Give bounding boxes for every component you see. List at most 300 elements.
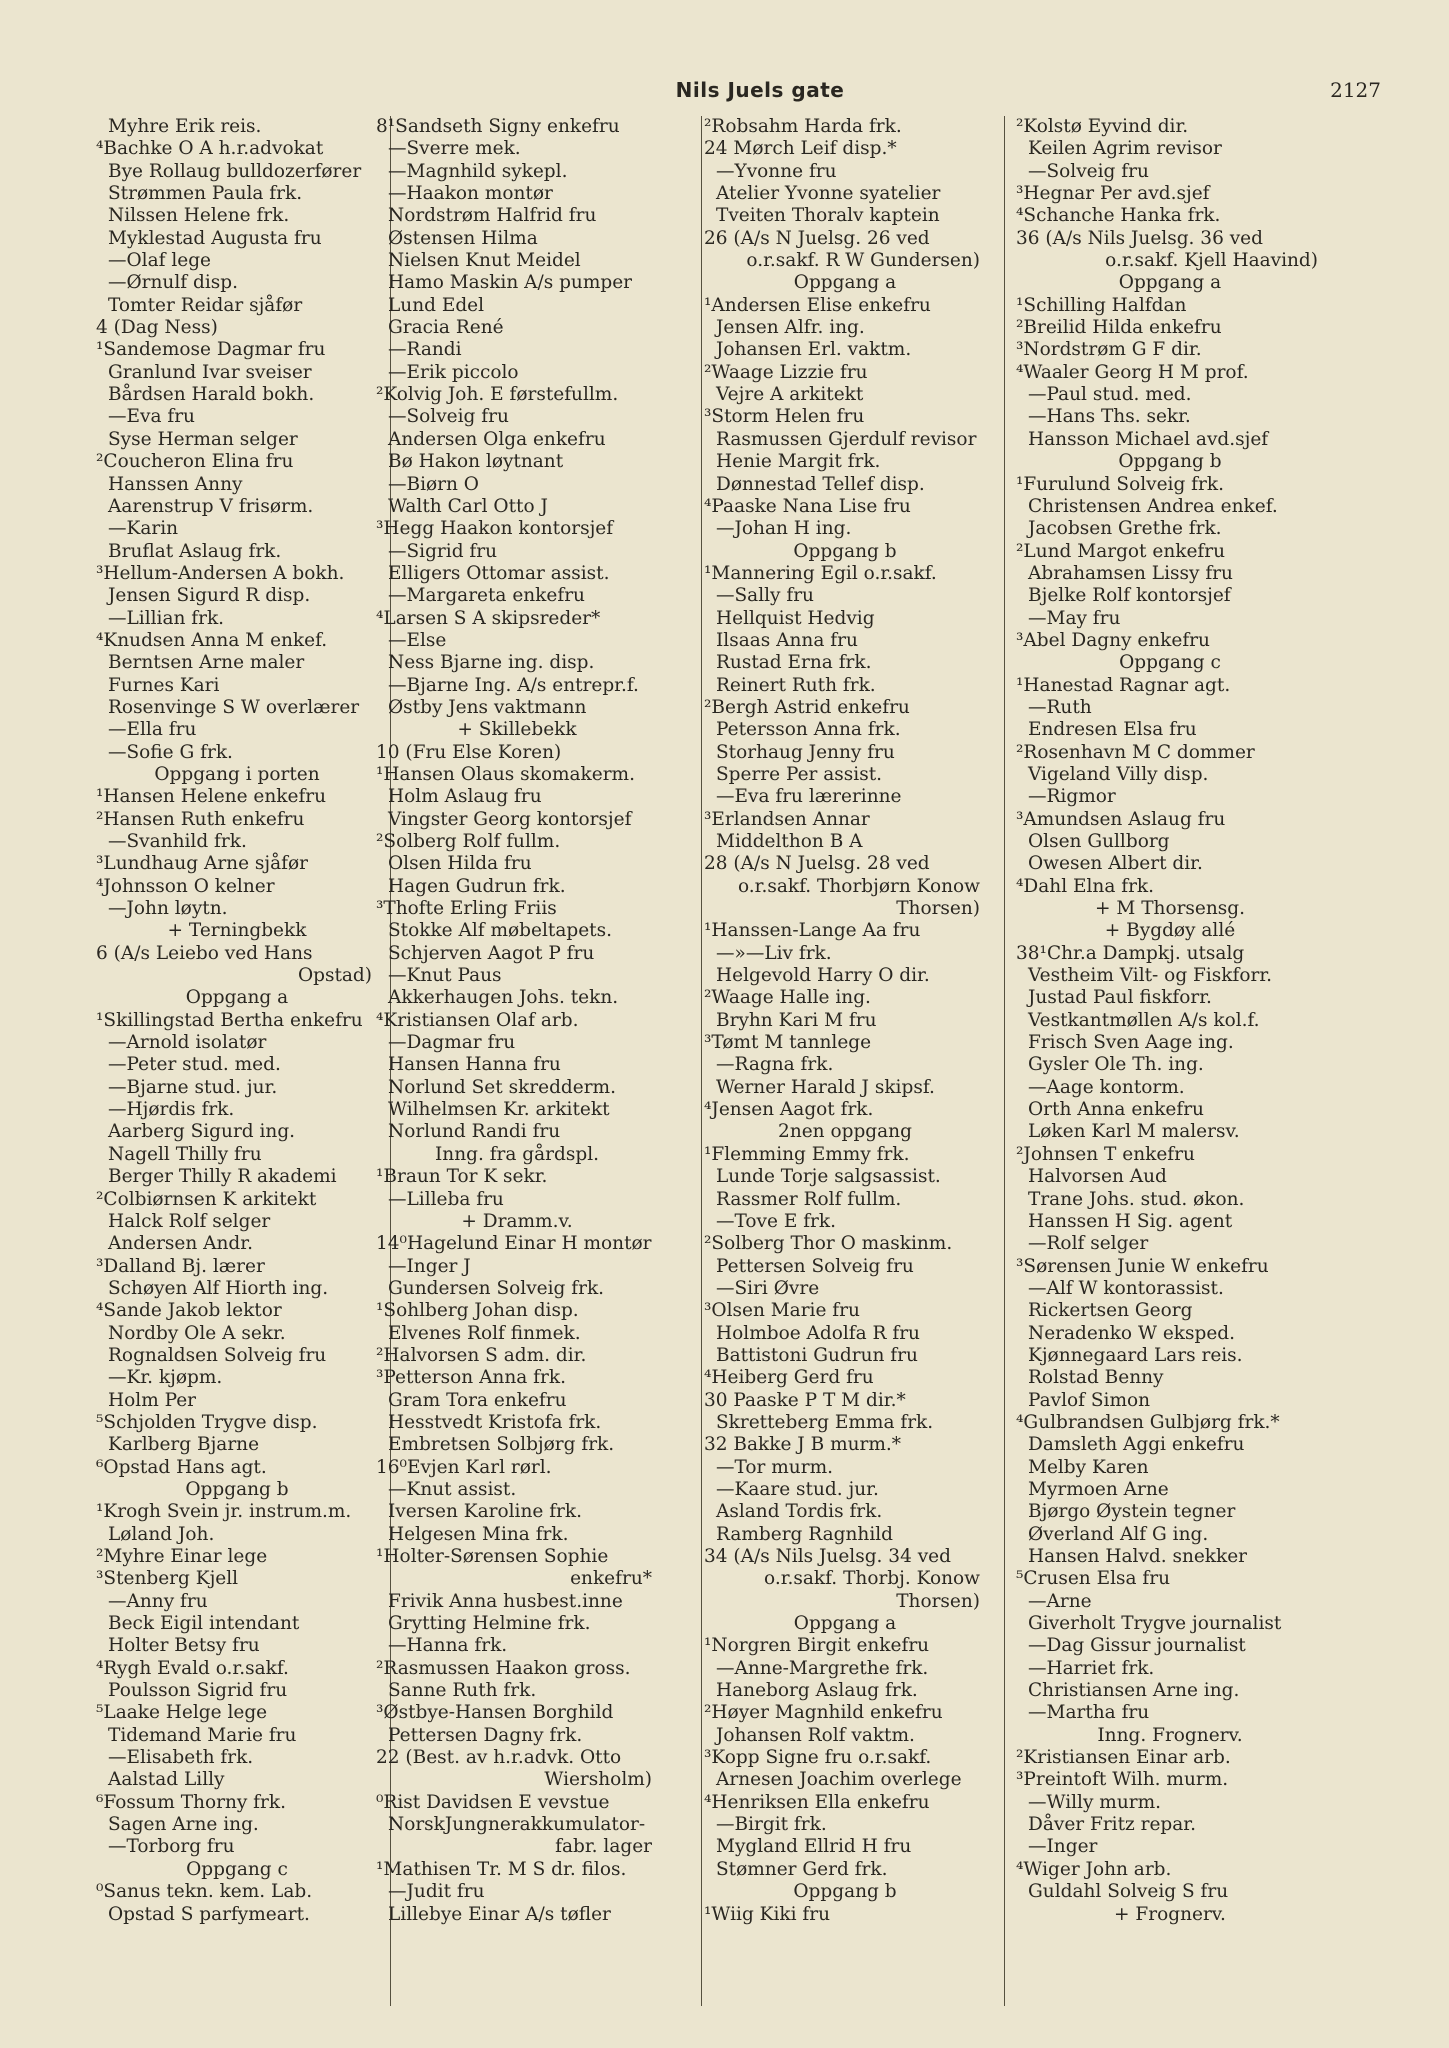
page-title: Nils Juels gate xyxy=(675,78,845,102)
directory-entry: ¹Holter-Sørensen Sophie xyxy=(376,1546,609,1567)
directory-entry: NorskJungnerakkumulator- xyxy=(388,1814,646,1836)
directory-entry: o.r.sakf. Thorbj. Konow xyxy=(764,1568,980,1590)
directory-entry: Myklestad Augusta fru xyxy=(108,227,322,249)
directory-entry: Nilssen Helene frk. xyxy=(108,205,290,227)
column-divider xyxy=(701,116,702,2006)
directory-entry: Johansen Rolf vaktm. xyxy=(716,1724,915,1746)
directory-entry: Pavlof Simon xyxy=(1028,1389,1151,1411)
directory-entry: ⁴Wiger John arb. xyxy=(1016,1858,1172,1880)
directory-entry: Opstad S parfymeart. xyxy=(108,1903,310,1925)
directory-entry: ³Østbye-Hansen Borghild xyxy=(376,1702,614,1724)
page-number: 2127 xyxy=(1330,78,1381,102)
column-divider xyxy=(1004,116,1005,2006)
directory-entry: ³Hegg Haakon kontorsjef xyxy=(376,518,614,540)
directory-entry: Holter Betsy fru xyxy=(108,1635,260,1657)
directory-entry: ⁵Laake Helge lege xyxy=(96,1702,268,1724)
directory-entry: Trane Johs. stud. økon. xyxy=(1028,1188,1245,1210)
directory-entry: Jacobsen Grethe frk. xyxy=(1028,518,1222,540)
directory-entry: Norlund Randi fru xyxy=(388,1121,561,1143)
directory-entry: Løland Joh. xyxy=(108,1523,215,1545)
directory-entry: ²Waage Lizzie fru xyxy=(704,361,868,383)
directory-entry: Hansson Michael avd.sjef xyxy=(1028,428,1269,450)
directory-entry: ²Halvorsen S adm. dir. xyxy=(376,1344,587,1366)
directory-entry: 24 Mørch Leif disp.* xyxy=(704,138,897,160)
directory-entry: —Anne-Margrethe frk. xyxy=(716,1657,929,1679)
directory-entry: Oppgang b xyxy=(185,1478,289,1500)
directory-entry: 16⁰Evjen Karl rørl. xyxy=(376,1456,552,1478)
directory-entry: ⁴Johnsson O kelner xyxy=(96,875,275,897)
directory-entry: Schøyen Alf Hiorth ing. xyxy=(108,1277,329,1299)
directory-entry: ¹Andersen Elise enkefru xyxy=(704,294,931,316)
directory-entry: Opstad) xyxy=(297,965,372,987)
directory-entry: Storhaug Jenny fru xyxy=(716,741,895,763)
directory-entry: —Kr. kjøpm. xyxy=(108,1367,223,1389)
directory-entry: —Aage kontorm. xyxy=(1028,1076,1185,1098)
directory-entry: ⁴Bachke O A h.r.advokat xyxy=(96,138,324,160)
directory-entry: Jensen Alfr. ing. xyxy=(716,317,865,339)
directory-entry: ⁴Henriksen Ella enkefru xyxy=(704,1791,930,1813)
directory-entry: Bye Rollaug bulldozerfører xyxy=(108,160,362,182)
directory-entry: Gundersen Solveig frk. xyxy=(388,1277,605,1299)
directory-entry: 30 Paaske P T M dir.* xyxy=(704,1389,906,1411)
directory-entry: 28 (A/s N Juelsg. 28 ved xyxy=(704,853,930,875)
directory-entry: Myhre Erik reis. xyxy=(108,116,262,137)
directory-entry: ³Tømt M tannlege xyxy=(704,1032,872,1054)
directory-entry: Lillebye Einar A/s tøfler xyxy=(388,1903,611,1925)
directory-entry: Wilhelmsen Kr. arkitekt xyxy=(388,1099,610,1121)
directory-entry: + Skillebekk xyxy=(457,719,577,741)
directory-entry: Hanssen H Sig. agent xyxy=(1028,1210,1233,1232)
directory-entry: —Martha fru xyxy=(1028,1702,1150,1724)
directory-entry: Inng. fra gårdspl. xyxy=(434,1143,600,1165)
directory-entry: Gram Tora enkefru xyxy=(388,1389,567,1411)
directory-entry: —Svanhild frk. xyxy=(108,831,247,852)
directory-entry: Keilen Agrim revisor xyxy=(1028,138,1222,160)
directory-entry: —Sally fru xyxy=(716,585,814,607)
directory-entry: —Lilleba fru xyxy=(388,1188,504,1210)
directory-entry: ³Erlandsen Annar xyxy=(704,808,870,830)
directory-entry: ³Preintoft Wilh. murm. xyxy=(1016,1769,1229,1791)
directory-entry: Sperre Per assist. xyxy=(716,763,883,785)
directory-entry: Stømner Gerd frk. xyxy=(716,1858,888,1880)
directory-entry: —Ruth xyxy=(1028,696,1092,718)
directory-entry: Bruflat Aslaug frk. xyxy=(108,540,282,562)
directory-entry: Granlund Ivar sveiser xyxy=(108,361,312,383)
directory-entry: Bårdsen Harald bokh. xyxy=(108,384,315,406)
directory-entry: Holmboe Adolfa R fru xyxy=(716,1322,920,1344)
directory-entry: Hansen Halvd. snekker xyxy=(1028,1546,1248,1567)
directory-entry: —Erik piccolo xyxy=(388,361,519,383)
directory-entry: 34 (A/s Nils Juelsg. 34 ved xyxy=(704,1546,951,1567)
directory-entry: —Arnold isolatør xyxy=(108,1032,267,1054)
directory-entry: Østby Jens vaktmann xyxy=(388,696,587,718)
directory-entry: —Rigmor xyxy=(1028,786,1116,808)
directory-entry: Tomter Reidar sjåfør xyxy=(108,294,303,316)
directory-entry: ¹Schilling Halfdan xyxy=(1016,294,1187,316)
directory-entry: 6 (A/s Leiebo ved Hans xyxy=(96,942,313,964)
directory-entry: —Sigrid fru xyxy=(388,540,498,562)
directory-entry: Oppgang a xyxy=(185,987,289,1009)
directory-entry: —Eva fru lærerinne xyxy=(716,786,902,808)
directory-entry: —Kaare stud. jur. xyxy=(716,1478,879,1500)
directory-entry: ²Robsahm Harda frk. xyxy=(704,116,902,137)
directory-entry: Melby Karen xyxy=(1028,1456,1149,1478)
directory-entry: —Karin xyxy=(108,518,179,540)
directory-entry: Skretteberg Emma frk. xyxy=(716,1411,934,1433)
directory-entry: Vingster Georg kontorsjef xyxy=(388,808,632,830)
directory-entry: Oppgang a xyxy=(1118,272,1222,294)
directory-entry: Christiansen Arne ing. xyxy=(1028,1680,1240,1702)
directory-entry: Aarenstrup V frisørm. xyxy=(108,495,314,517)
directory-entry: Werner Harald J skipsf. xyxy=(716,1076,935,1098)
directory-entry: ⁰Rist Davidsen E vevstue xyxy=(376,1791,610,1813)
directory-entry: ³Lundhaug Arne sjåfør xyxy=(96,853,308,875)
directory-entry: Olsen Gullborg xyxy=(1028,831,1170,852)
directory-entry: + Dramm.v. xyxy=(461,1210,573,1232)
directory-entry: —Knut Paus xyxy=(388,965,502,987)
directory-entry: Lund Edel xyxy=(388,294,485,316)
directory-entry: —Anny fru xyxy=(108,1590,208,1612)
directory-entry: ⁴Larsen S A skipsreder* xyxy=(376,607,601,629)
directory-column-4 xyxy=(1016,116,1324,1926)
directory-entry: Nagell Thilly fru xyxy=(108,1143,262,1165)
directory-entry: Holm Per xyxy=(108,1389,197,1411)
directory-entry: Battistoni Gudrun fru xyxy=(716,1344,918,1366)
directory-entry: Wiersholm) xyxy=(544,1769,652,1791)
directory-entry: Nordstrøm Halfrid fru xyxy=(388,205,597,227)
directory-entry: ¹Hansen Helene enkefru xyxy=(96,786,327,808)
directory-entry: Løken Karl M malersv. xyxy=(1028,1121,1240,1143)
directory-entry: Arnesen Joachim overlege xyxy=(716,1769,962,1791)
directory-entry: Stokke Alf møbeltapets. xyxy=(388,920,612,942)
directory-entry: + Bygdøy allé xyxy=(1104,920,1236,942)
directory-column-1 xyxy=(96,116,378,1926)
directory-entry: Oppgang b xyxy=(793,1881,897,1903)
directory-entry: Johansen Erl. vaktm. xyxy=(716,339,912,361)
directory-entry: —Alf W kontorassist. xyxy=(1028,1277,1224,1299)
directory-entry: —Inger J xyxy=(388,1255,471,1277)
directory-entry: Owesen Albert dir. xyxy=(1028,853,1203,875)
directory-entry: + M Thorsensg. xyxy=(1094,898,1245,920)
directory-entry: Vigeland Villy disp. xyxy=(1028,763,1209,785)
directory-entry: Sanne Ruth frk. xyxy=(388,1680,537,1702)
directory-entry: Elvenes Rolf finmek. xyxy=(388,1322,581,1344)
directory-entry: ⁴Rygh Evald o.r.sakf. xyxy=(96,1657,289,1679)
directory-entry: Karlberg Bjarne xyxy=(108,1434,260,1456)
directory-entry: —Olaf lege xyxy=(108,250,211,272)
directory-entry: o.r.sakf. Thorbjørn Konow xyxy=(737,875,980,897)
directory-entry: —Bjarne stud. jur. xyxy=(108,1076,278,1098)
directory-entry: —Yvonne fru xyxy=(716,160,837,182)
directory-entry: —Peter stud. med. xyxy=(108,1054,281,1076)
directory-entry: Kjønnegaard Lars reis. xyxy=(1028,1344,1243,1366)
directory-entry: Vestkantmøllen A/s kol.f. xyxy=(1028,1009,1260,1031)
directory-entry: Thorsen) xyxy=(896,898,980,920)
directory-entry: ⁴Jensen Aagot frk. xyxy=(704,1099,874,1121)
directory-entry: ³Abel Dagny enkefru xyxy=(1016,629,1210,651)
directory-entry: Mygland Ellrid H fru xyxy=(716,1836,912,1858)
directory-entry: ¹Wiig Kiki fru xyxy=(704,1903,831,1925)
directory-entry: 22 (Best. av h.r.advk. Otto xyxy=(376,1747,622,1769)
directory-entry: —»—Liv frk. xyxy=(716,942,832,964)
directory-entry: Berger Thilly R akademi xyxy=(108,1166,337,1188)
directory-entry: Helgesen Mina frk. xyxy=(388,1523,569,1545)
directory-entry: —Johan H ing. xyxy=(716,518,852,540)
directory-entry: ¹Sandemose Dagmar fru xyxy=(96,339,326,361)
directory-entry: ²Kolvig Joh. E førstefullm. xyxy=(376,384,619,406)
directory-entry: ¹Norgren Birgit enkefru xyxy=(704,1635,930,1657)
directory-entry: Rolstad Benny xyxy=(1028,1367,1164,1389)
directory-entry: ³Olsen Marie fru xyxy=(704,1300,860,1322)
directory-entry: —Paul stud. med. xyxy=(1028,384,1192,406)
directory-entry: Pettersen Solveig fru xyxy=(716,1255,914,1277)
directory-entry: Ramberg Ragnhild xyxy=(716,1523,894,1545)
directory-entry: Reinert Ruth frk. xyxy=(716,674,876,696)
directory-entry: —Siri Øvre xyxy=(716,1277,820,1299)
directory-entry: Christensen Andrea enkef. xyxy=(1028,495,1278,517)
directory-entry: ¹Hanssen-Lange Aa fru xyxy=(704,920,921,942)
directory-entry: ²Solberg Rolf fullm. xyxy=(376,831,561,852)
directory-entry: ³Sørensen Junie W enkefru xyxy=(1016,1255,1269,1277)
directory-entry: —Bjarne Ing. A/s entrepr.f. xyxy=(388,674,639,696)
directory-entry: —Arne xyxy=(1028,1590,1092,1612)
directory-entry: —Tor murm. xyxy=(716,1456,833,1478)
directory-entry: ²Coucheron Elina fru xyxy=(96,451,294,473)
directory-entry: Oppgang c xyxy=(1119,652,1221,674)
directory-entry: —Solveig fru xyxy=(388,406,509,428)
directory-entry: 14⁰Hagelund Einar H montør xyxy=(376,1233,652,1255)
directory-entry: Nielsen Knut Meidel xyxy=(388,250,581,272)
directory-entry: Inng. Frognerv. xyxy=(1097,1724,1243,1746)
directory-entry: —Randi xyxy=(388,339,462,361)
directory-entry: ⁴Paaske Nana Lise fru xyxy=(704,495,911,517)
directory-entry: —Rolf selger xyxy=(1028,1233,1149,1255)
directory-entry: Strømmen Paula frk. xyxy=(108,183,303,205)
directory-entry: ³Kopp Signe fru o.r.sakf. xyxy=(704,1747,932,1769)
directory-entry: —Haakon montør xyxy=(388,183,553,205)
directory-entry: Oppgang b xyxy=(1118,451,1222,473)
directory-entry: ²Johnsen T enkefru xyxy=(1016,1143,1195,1165)
directory-entry: Sagen Arne ing. xyxy=(108,1814,259,1836)
directory-entry: —John løytn. xyxy=(108,898,228,920)
directory-entry: Oppgang b xyxy=(793,540,897,562)
directory-entry: Frisch Sven Aage ing. xyxy=(1028,1032,1234,1054)
directory-entry: ⁴Heiberg Gerd fru xyxy=(704,1367,874,1389)
directory-entry: Schjerven Aagot P fru xyxy=(388,942,595,964)
directory-entry: —Biørn O xyxy=(388,473,479,495)
directory-entry: —Torborg fru xyxy=(108,1836,235,1858)
directory-entry: Abrahamsen Lissy fru xyxy=(1028,562,1233,584)
directory-entry: Bjørgo Øystein tegner xyxy=(1028,1501,1236,1523)
directory-entry: Poulsson Sigrid fru xyxy=(108,1680,288,1702)
directory-entry: Frivik Anna husbest.inne xyxy=(388,1590,623,1612)
directory-entry: —Eva fru xyxy=(108,406,195,428)
directory-entry: —Elisabeth frk. xyxy=(108,1747,254,1769)
directory-entry: o.r.sakf. R W Gundersen) xyxy=(746,250,980,272)
directory-entry: Rickertsen Georg xyxy=(1028,1300,1193,1322)
directory-entry: ⁶Opstad Hans agt. xyxy=(96,1456,267,1478)
directory-entry: ²Kolstø Eyvind dir. xyxy=(1016,116,1189,137)
directory-entry: 4 (Dag Ness) xyxy=(96,317,218,339)
directory-entry: ¹Mathisen Tr. M S dr. filos. xyxy=(376,1858,627,1880)
directory-entry: —Willy murm. xyxy=(1028,1791,1161,1813)
directory-entry: —May fru xyxy=(1028,607,1121,629)
directory-entry: Endresen Elsa fru xyxy=(1028,719,1197,741)
directory-entry: ²Bergh Astrid enkefru xyxy=(704,696,910,718)
directory-column-2 xyxy=(376,116,658,1926)
directory-entry: Halck Rolf selger xyxy=(108,1210,271,1232)
directory-entry: Tveiten Thoralv kaptein xyxy=(716,205,940,227)
directory-entry: Bø Hakon løytnant xyxy=(388,451,564,473)
directory-entry: + Terningbekk xyxy=(167,920,307,942)
directory-entry: Hanssen Anny xyxy=(108,473,243,495)
directory-entry: Vejre A arkitekt xyxy=(716,384,864,406)
directory-entry: —Judit fru xyxy=(388,1881,485,1903)
directory-entry: ²Lund Margot enkefru xyxy=(1016,540,1225,562)
directory-entry: ⁴Knudsen Anna M enkef. xyxy=(96,629,328,651)
directory-entry: Furnes Kari xyxy=(108,674,220,696)
directory-entry: ³Amundsen Aslaug fru xyxy=(1016,808,1226,830)
directory-entry: 2nen oppgang xyxy=(778,1121,912,1143)
directory-entry: Oppgang c xyxy=(186,1858,288,1880)
directory-entry: Ness Bjarne ing. disp. xyxy=(388,652,595,674)
directory-entry: Atelier Yvonne syatelier xyxy=(716,183,941,205)
directory-entry: ¹Furulund Solveig frk. xyxy=(1016,473,1224,495)
directory-entry: Myrmoen Arne xyxy=(1028,1478,1169,1500)
directory-entry: ¹Hanestad Ragnar agt. xyxy=(1016,674,1231,696)
directory-entry: —Tove E frk. xyxy=(716,1210,836,1232)
directory-entry: Gracia René xyxy=(388,317,504,339)
directory-entry: Justad Paul fiskforr. xyxy=(1028,987,1212,1009)
directory-entry: Vestheim Vilt- og Fiskforr. xyxy=(1028,965,1273,987)
directory-entry: Walth Carl Otto J xyxy=(388,495,548,517)
directory-entry: ²Breilid Hilda enkefru xyxy=(1016,317,1222,339)
directory-entry: ⁵Schjolden Trygve disp. xyxy=(96,1411,318,1433)
directory-entry: ⁰Sanus tekn. kem. Lab. xyxy=(96,1881,313,1903)
directory-entry: Andersen Olga enkefru xyxy=(388,428,606,450)
directory-entry: ⁴Kristiansen Olaf arb. xyxy=(376,1009,579,1031)
directory-entry: ³Stenberg Kjell xyxy=(96,1568,239,1590)
directory-entry: Bjelke Rolf kontorsjef xyxy=(1028,585,1231,607)
directory-entry: ²Solberg Thor O maskinm. xyxy=(704,1233,953,1255)
directory-entry: Thorsen) xyxy=(896,1590,980,1612)
directory-entry: Rosenvinge S W overlærer xyxy=(108,696,360,718)
directory-entry: Oppgang a xyxy=(793,1613,897,1635)
directory-entry: ⁴Waaler Georg H M prof. xyxy=(1016,361,1249,383)
directory-entry: Ilsaas Anna fru xyxy=(716,629,858,651)
directory-entry: —Inger xyxy=(1028,1836,1098,1858)
directory-entry: Rustad Erna frk. xyxy=(716,652,872,674)
directory-entry: Giverholt Trygve journalist xyxy=(1028,1613,1282,1635)
directory-entry: ¹Skillingstad Bertha enkefru xyxy=(96,1009,363,1031)
directory-entry: Gysler Ole Th. ing. xyxy=(1028,1054,1204,1076)
directory-entry: 38¹Chr.a Dampkj. utsalg xyxy=(1016,942,1245,964)
directory-entry: Holm Aslaug fru xyxy=(388,786,542,808)
directory-entry: Jensen Sigurd R disp. xyxy=(108,585,311,607)
directory-entry: ⁵Crusen Elsa fru xyxy=(1016,1568,1170,1590)
directory-entry: Hagen Gudrun frk. xyxy=(388,875,566,897)
directory-entry: —Else xyxy=(388,629,447,651)
directory-entry: Iversen Karoline frk. xyxy=(388,1501,582,1523)
directory-entry: —Dag Gissur journalist xyxy=(1028,1635,1246,1657)
directory-entry: o.r.sakf. Kjell Haavind) xyxy=(1105,250,1318,272)
directory-entry: —Birgit frk. xyxy=(716,1814,827,1836)
directory-entry: 36 (A/s Nils Juelsg. 36 ved xyxy=(1016,227,1263,249)
directory-entry: Nordby Ole A sekr. xyxy=(108,1322,286,1344)
directory-entry: Elligers Ottomar assist. xyxy=(388,562,610,584)
directory-entry: Aalstad Lilly xyxy=(108,1769,225,1791)
directory-entry: —Dagmar fru xyxy=(388,1032,516,1054)
directory-entry: ²Myhre Einar lege xyxy=(96,1546,268,1567)
directory-entry: ²Kristiansen Einar arb. xyxy=(1016,1747,1231,1769)
directory-entry: Hellquist Hedvig xyxy=(716,607,875,629)
directory-entry: —Magnhild sykepl. xyxy=(388,160,568,182)
directory-entry: —Ragna frk. xyxy=(716,1054,834,1076)
directory-entry: —Ella fru xyxy=(108,719,197,741)
directory-entry: Bryhn Kari M fru xyxy=(716,1009,877,1031)
directory-entry: fabr. lager xyxy=(555,1836,652,1858)
directory-entry: —Hanna frk. xyxy=(388,1635,508,1657)
directory-entry: —Harriet frk. xyxy=(1028,1657,1155,1679)
directory-entry: ²Høyer Magnhild enkefru xyxy=(704,1702,943,1724)
page-header xyxy=(0,78,1449,106)
directory-entry: ³Hellum-Andersen A bokh. xyxy=(96,562,345,584)
directory-entry: ¹Braun Tor K sekr. xyxy=(376,1166,548,1188)
directory-entry: Tidemand Marie fru xyxy=(108,1724,297,1746)
directory-entry: —Hans Ths. sekr. xyxy=(1028,406,1191,428)
directory-column-3 xyxy=(704,116,986,1926)
directory-entry: ⁴Sande Jakob lektor xyxy=(96,1300,282,1322)
directory-entry: Pettersen Dagny frk. xyxy=(388,1724,583,1746)
directory-entry: Dåver Fritz repar. xyxy=(1028,1814,1196,1836)
directory-entry: Guldahl Solveig S fru xyxy=(1028,1881,1229,1903)
directory-entry: ³Nordstrøm G F dir. xyxy=(1016,339,1202,361)
directory-entry: ⁴Schanche Hanka frk. xyxy=(1016,205,1221,227)
directory-entry: Embretsen Solbjørg frk. xyxy=(388,1434,615,1456)
directory-entry: Rasmussen Gjerdulf revisor xyxy=(716,428,977,450)
directory-entry: ¹Flemming Emmy frk. xyxy=(704,1143,910,1165)
directory-entry: ⁴Dahl Elna frk. xyxy=(1016,875,1155,897)
directory-entry: Middelthon B A xyxy=(716,831,863,852)
directory-entry: Aarberg Sigurd ing. xyxy=(108,1121,296,1143)
directory-entry: 8¹Sandseth Signy enkefru xyxy=(376,116,620,137)
directory-entry: Grytting Helmine frk. xyxy=(388,1613,591,1635)
directory-entry: Østensen Hilma xyxy=(388,227,538,249)
directory-entry: Beck Eigil intendant xyxy=(108,1613,300,1635)
directory-entry: ²Rosenhavn M C dommer xyxy=(1016,741,1255,763)
directory-entry: ¹Hansen Olaus skomakerm. xyxy=(376,763,635,785)
directory-entry: Petersson Anna frk. xyxy=(716,719,901,741)
directory-entry: Asland Tordis frk. xyxy=(716,1501,883,1523)
directory-entry: —Ørnulf disp. xyxy=(108,272,238,294)
directory-entry: + Frognerv. xyxy=(1114,1903,1226,1925)
directory-entry: Henie Margit frk. xyxy=(716,451,881,473)
directory-entry: Orth Anna enkefru xyxy=(1028,1099,1204,1121)
directory-entry: 10 (Fru Else Koren) xyxy=(376,741,562,763)
directory-entry: Oppgang i porten xyxy=(154,763,320,785)
directory-entry: ²Colbiørnsen K arkitekt xyxy=(96,1188,317,1210)
directory-entry: Akkerhaugen Johs. tekn. xyxy=(388,987,619,1009)
directory-entry: ¹Krogh Svein jr. instrum.m. xyxy=(96,1501,352,1523)
directory-entry: —Hjørdis frk. xyxy=(108,1099,235,1121)
directory-entry: ⁶Fossum Thorny frk. xyxy=(96,1791,286,1813)
directory-entry: Rognaldsen Solveig fru xyxy=(108,1344,327,1366)
directory-entry: Berntsen Arne maler xyxy=(108,652,305,674)
directory-entry: ²Hansen Ruth enkefru xyxy=(96,808,305,830)
directory-entry: —Knut assist. xyxy=(388,1478,517,1500)
directory-entry: Hesstvedt Kristofa frk. xyxy=(388,1411,602,1433)
directory-entry: ³Thofte Erling Friis xyxy=(376,898,557,920)
